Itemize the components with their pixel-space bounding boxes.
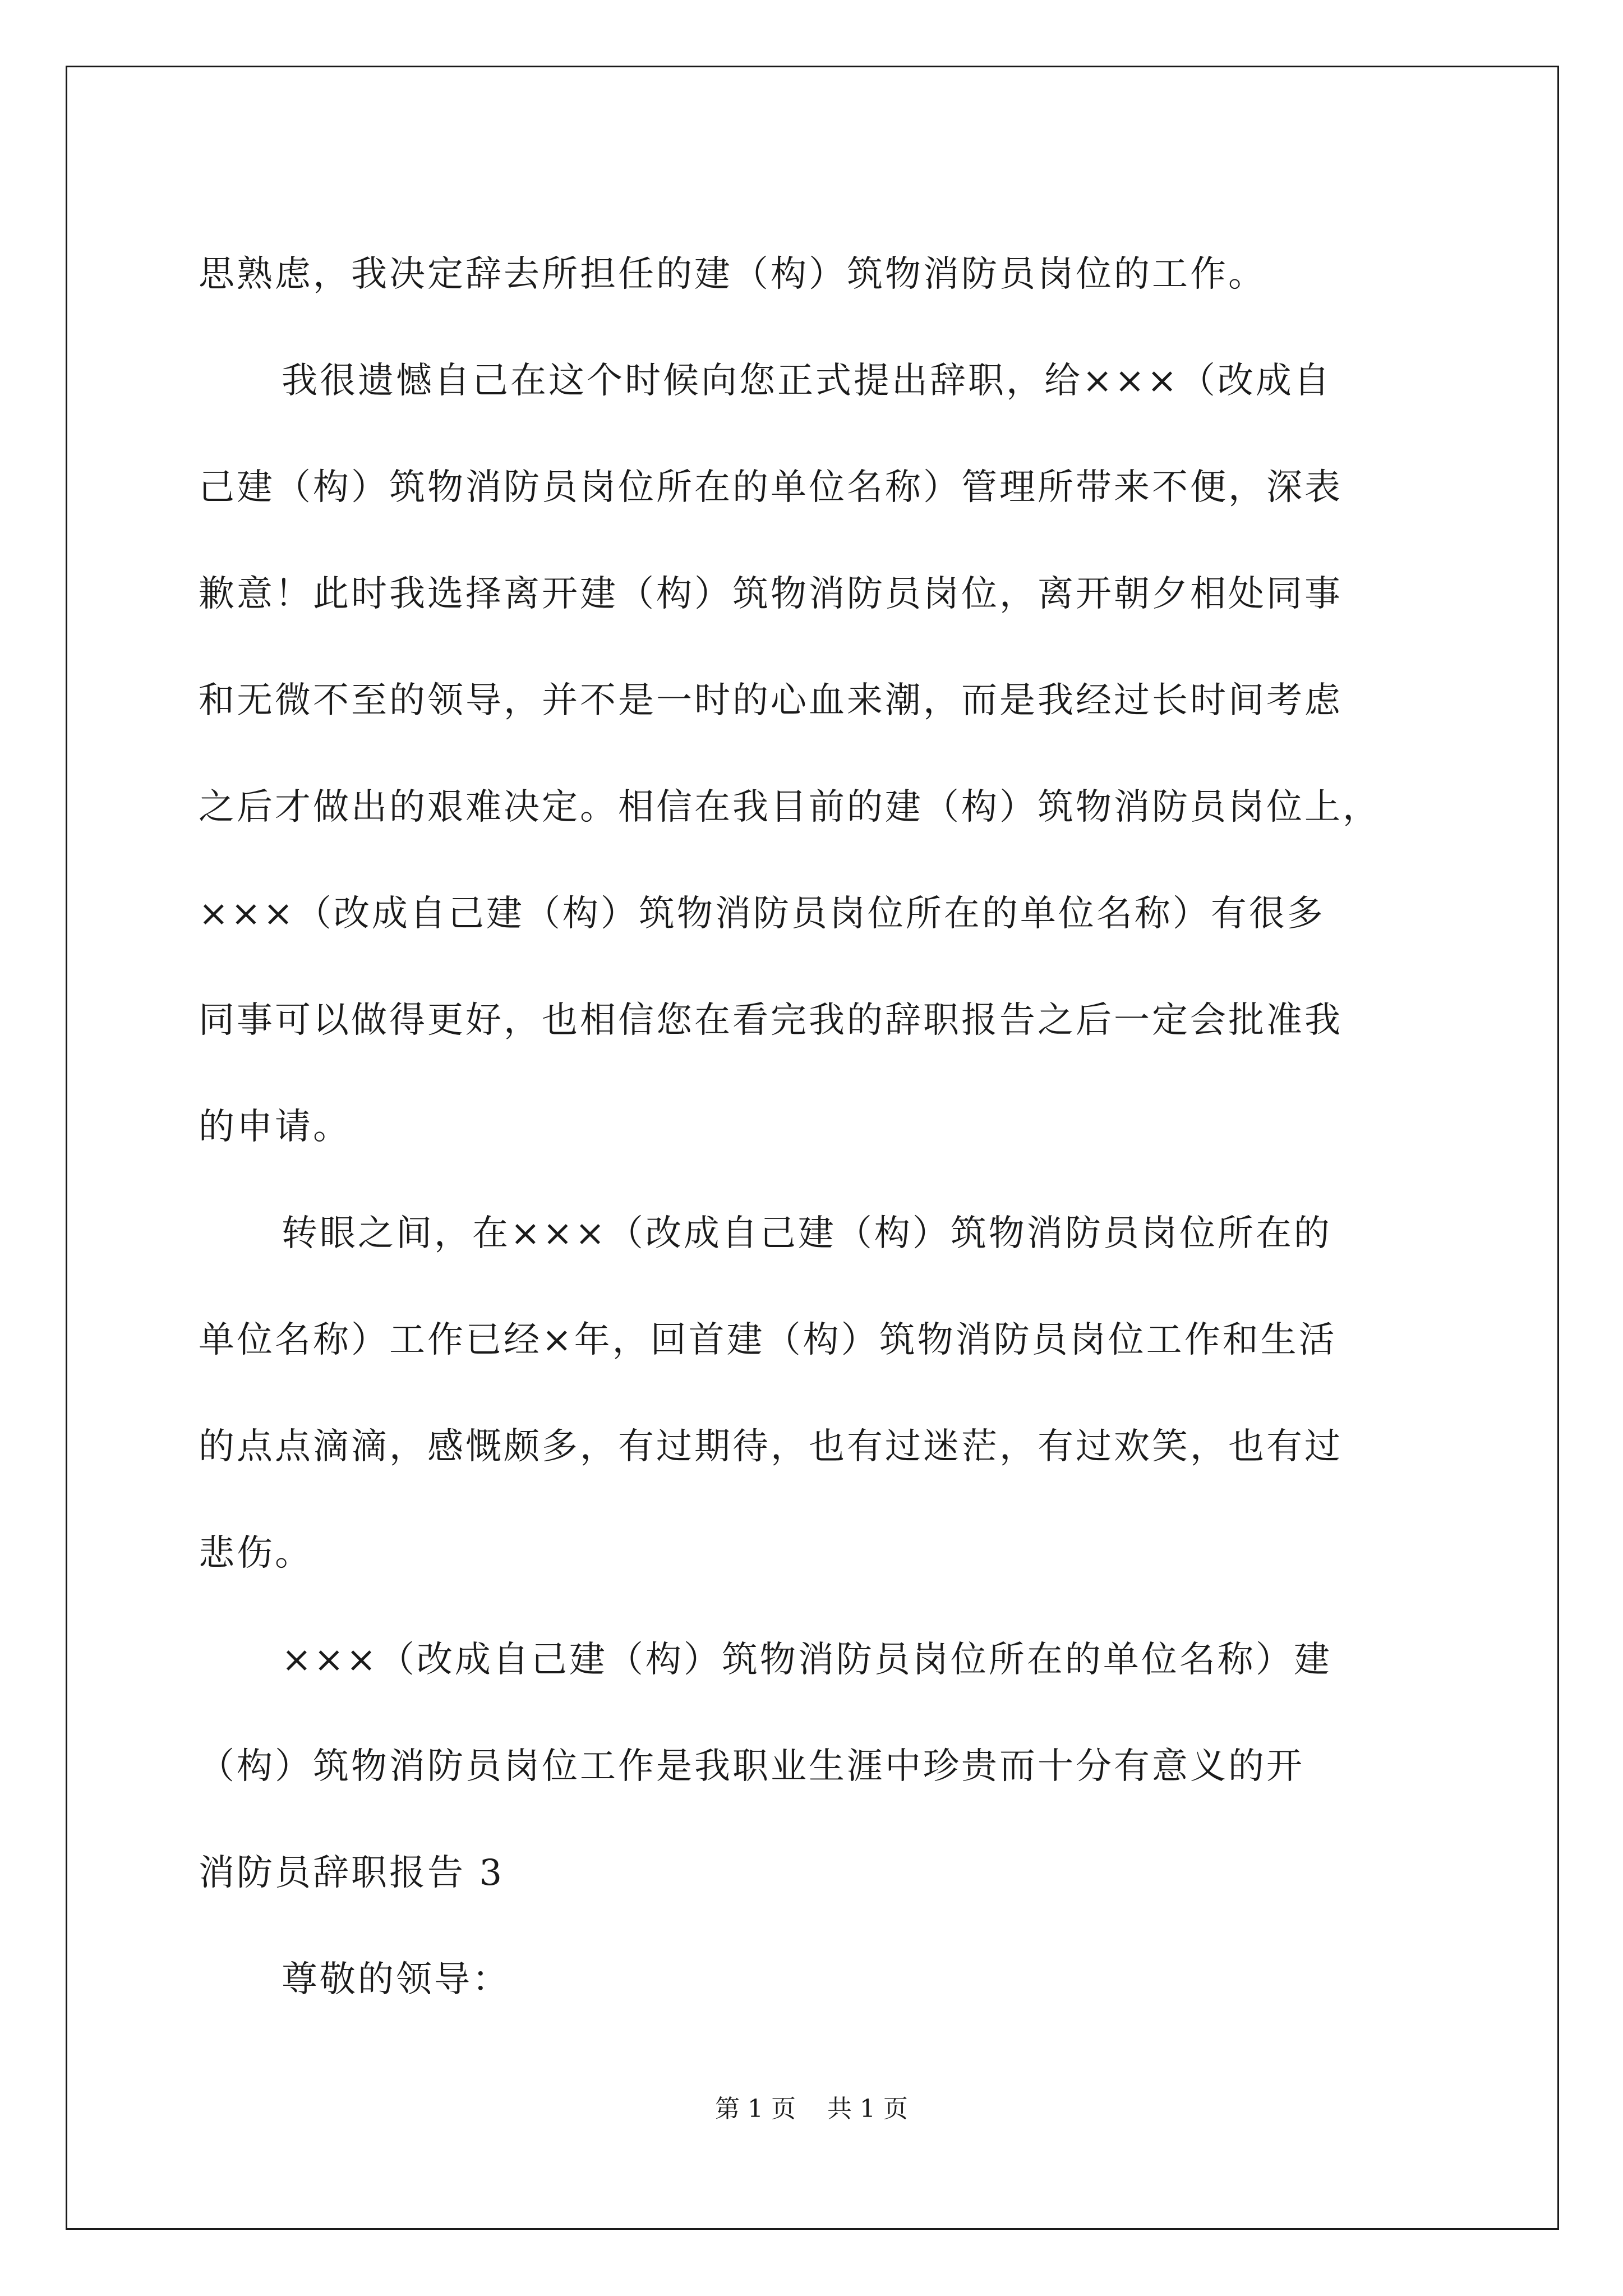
text-line: 我很遗憾自己在这个时候向您正式提出辞职，给×××（改成自 — [282, 360, 1332, 402]
text-line: 的申请。 — [199, 1106, 351, 1148]
text-line: 单位名称）工作已经×年，回首建（构）筑物消防员岗位工作和生活 — [199, 1319, 1337, 1361]
page-number: 第 1 页 共 1 页 — [715, 2095, 908, 2123]
text-line: 歉意！此时我选择离开建（构）筑物消防员岗位，离开朝夕相处同事 — [199, 573, 1343, 615]
text-line: 同事可以做得更好，也相信您在看完我的辞职报告之后一定会批准我 — [199, 1000, 1343, 1041]
text-line: 的点点滴滴，感慨颇多，有过期待，也有过迷茫，有过欢笑，也有过 — [199, 1426, 1343, 1467]
text-line: （构）筑物消防员岗位工作是我职业生涯中珍贵而十分有意义的开 — [199, 1746, 1304, 1787]
salutation: 尊敬的领导： — [282, 1959, 510, 2000]
section-title: 消防员辞职报告 3 — [199, 1852, 505, 1894]
text-line: 之后才做出的艰难决定。相信在我目前的建（构）筑物消防员岗位上， — [199, 786, 1381, 828]
page-footer — [0, 2092, 1623, 2126]
text-line: ×××（改成自己建（构）筑物消防员岗位所在的单位名称）有很多 — [199, 893, 1325, 935]
text-line: 转眼之间，在×××（改成自己建（构）筑物消防员岗位所在的 — [282, 1213, 1332, 1254]
text-line: ×××（改成自己建（构）筑物消防员岗位所在的单位名称）建 — [282, 1639, 1332, 1681]
text-line: 和无微不至的领导，并不是一时的心血来潮，而是我经过长时间考虑 — [199, 680, 1343, 721]
text-line: 悲伤。 — [199, 1533, 313, 1574]
document-body — [199, 221, 1436, 2033]
text-line: 己建（构）筑物消防员岗位所在的单位名称）管理所带来不便，深表 — [199, 467, 1343, 508]
text-line: 思熟虑，我决定辞去所担任的建（构）筑物消防员岗位的工作。 — [199, 254, 1266, 295]
